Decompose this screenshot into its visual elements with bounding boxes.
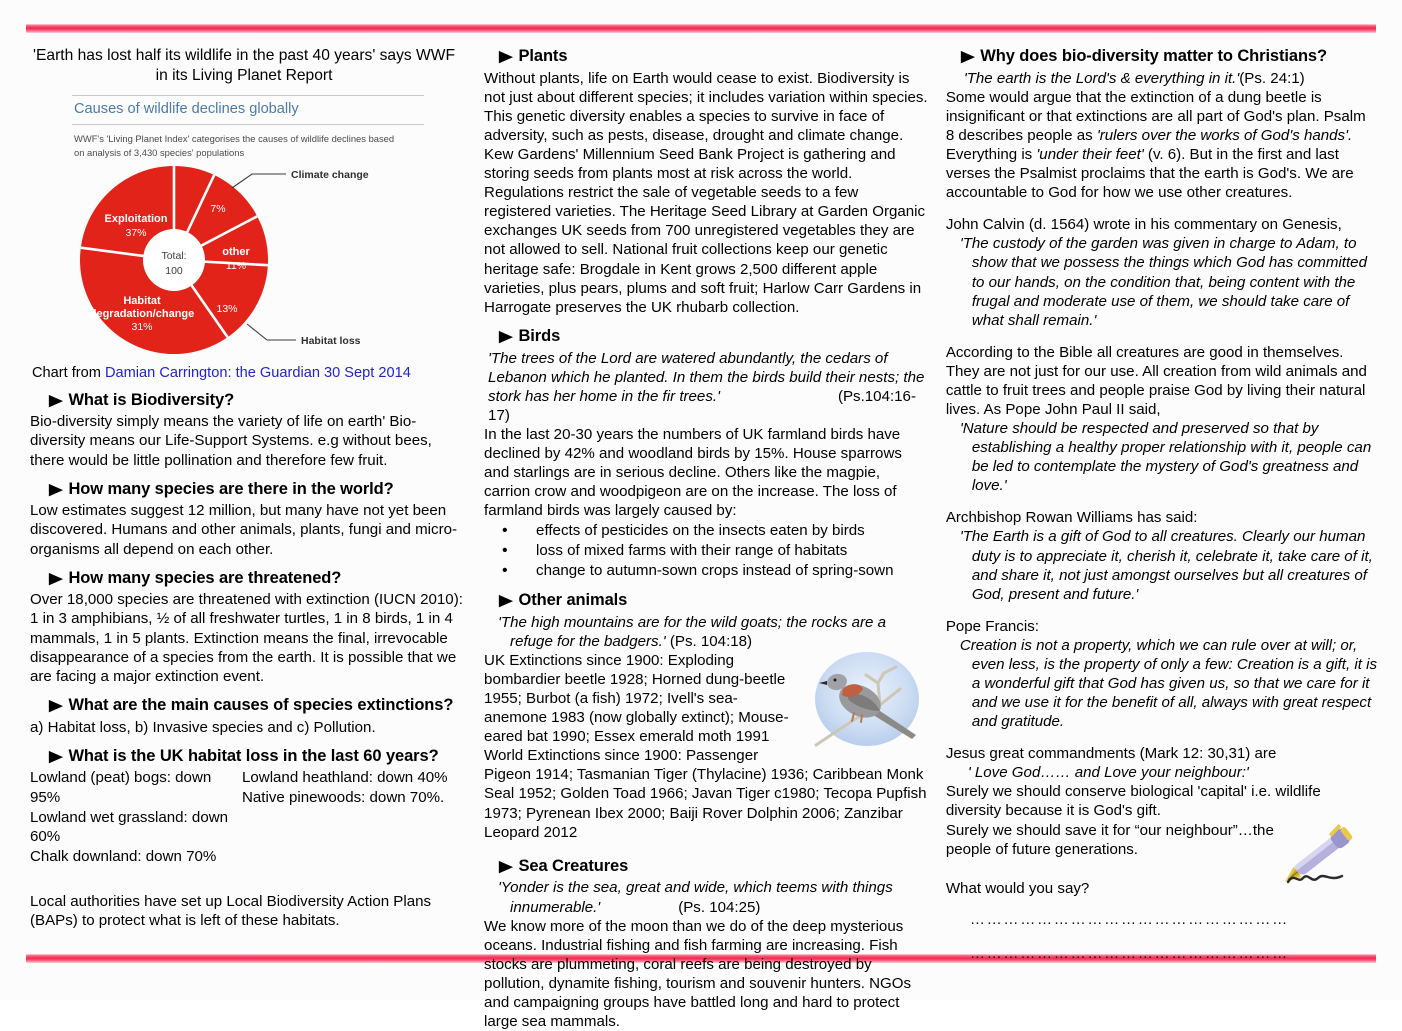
heading-label: What is the UK habitat loss in the last 60 years? [68, 746, 439, 765]
triangle-bullet-icon: ▶ [49, 747, 63, 765]
heading-why-bio-diversity-christians [946, 46, 1378, 67]
donut-label-exploitation: Exploitation [104, 212, 168, 225]
report-title: 'Earth has lost half its wildlife in the past 40 years' says WWF in its Living Planet Report [33, 47, 455, 84]
intro-part-2: Everything is [945, 146, 1037, 164]
heading-other-animals [484, 590, 928, 611]
stat-item: Lowland wet grassland: down 60% [30, 808, 229, 846]
text-uk-extinctions: UK Extinctions since 1900: Exploding bombardier beetle 1928; Horned dung-beetle 1955; Burbot (a fish) 1972; Ivell's sea-anemone 1983 (now globally extinct); Mouse-eared bat 1990; Essex emerald moth 1991 [484, 651, 789, 746]
chart-credit-link[interactable]: Damian Carrington: the Guardian 30 Sept 2014 [104, 364, 411, 381]
quote-psalm-24 [946, 69, 1378, 88]
intro-part-3: (v. 6). But in the first and last verses the Psalmist proclaims that the earth is God's. We are accountable to God for how we use other creatures. [945, 146, 1354, 202]
stat-item: Chalk downland: down 70% [30, 847, 217, 865]
triangle-bullet-icon: ▶ [49, 696, 63, 714]
quote-text: 'Yonder is the sea, great and wide, which teems with things innumerable.' [498, 879, 893, 916]
triangle-bullet-icon: ▶ [49, 391, 63, 409]
triangle-bullet-icon: ▶ [499, 857, 513, 875]
donut-total-label: Total: [161, 249, 187, 262]
text-sea-creatures: We know more of the moon than we do of the deep mysterious oceans. Industrial fishing and fish farming are increasing. Fish stocks are plummeting, coral reefs are being destroyed by pollution, dynamite fishing, tourism and souvenir hunters. NGOs and campaigning groups have battled long and hard to protect large sea mammals. [484, 917, 912, 1030]
text-pope-francis-intro: Pope Francis: [945, 617, 1039, 635]
birds-causes-list [484, 521, 928, 581]
list-item: • effects of pesticides on the insects eaten by birds [502, 521, 928, 541]
heading-label: What is Biodiversity? [68, 390, 235, 409]
quote-text: 'The earth is the Lord's & everything in it.' [963, 69, 1240, 87]
text-closing-2: Surely we should save it for “our neighbour”…the people of future generations. [945, 821, 1274, 858]
quote-text: 'The trees of the Lord are watered abundantly, the cedars of Lebanon which he planted. In them the birds build their nests; the stork has her home in the fir trees.' [488, 349, 925, 405]
donut-value-exploitation: 37% [125, 226, 147, 239]
heading-label: How many species are threatened? [68, 568, 342, 587]
heading-label: Sea Creatures [518, 856, 629, 875]
quote-reference: (Ps. 104:18) [669, 632, 753, 650]
donut-label-habitat-deg-2: degradation/change [89, 307, 195, 320]
column-left [24, 46, 478, 950]
heading-main-causes [30, 695, 466, 716]
donut-total-value: 100 [165, 264, 183, 277]
text-how-many-threatened: Over 18,000 species are threatened with extinction (IUCN 2010): 1 in 3 amphibians, ½ of all freshwater turtles, 1 in 8 birds, 1 in 4 mammals, 1 in 5 plants. Extinction means the final, irrevocable disappearance of a species from the earth. It is possible that we are facing a major extinction event. [30, 591, 463, 685]
quote-john-calvin: 'The custody of the garden was given in charge to Adam, to show that we possess the things which God has committed to our hands, on the condition that, being content with the frugal and moderate use of them, we should take care of what shall remain.' [959, 235, 1367, 329]
chart-subtitle: WWF's 'Living Planet Index' categorises the causes of wildlife declines based on analysis of 3,430 species' populations [74, 133, 395, 159]
leader-line-habitat-loss [247, 324, 296, 340]
wwf-chart-figure [72, 95, 424, 360]
heading-how-many-species-world [30, 479, 466, 500]
text-what-is-biodiversity: Bio-diversity simply means the variety of life on earth' Bio-diversity means our Life-Support Systems. e.g without bees, there would be little pollination and therefore few fruit. [30, 413, 432, 469]
heading-plants [484, 46, 928, 67]
heading-label: Why does bio-diversity matter to Christians? [980, 47, 1327, 65]
intro-part-1: Some would argue that the extinction of a dung beetle is insignificant or that extinctions are all part of God's plan. Psalm 8 describes people as [945, 88, 1366, 144]
heading-birds [484, 326, 928, 347]
intro-italic-2: 'under their feet' [1036, 146, 1144, 164]
text-christians-intro [946, 88, 1378, 202]
list-item: • change to autumn-sown crops instead of spring-sown [502, 561, 928, 581]
quote-sea-creatures [484, 878, 928, 916]
quote-birds [484, 349, 928, 425]
donut-value-habitat-deg: 31% [131, 320, 153, 333]
text-birds: In the last 20-30 years the numbers of UK farmland birds have declined by 42% and woodland birds by 15%. House sparrows and starlings are in serious decline. Others like the magpie, carrion crow and woodpigeon are on the increase. The loss of farmland birds was largely caused by: [484, 425, 902, 520]
habitat-stats-column-2 [242, 768, 462, 866]
heading-label: Other animals [518, 590, 628, 609]
chart-credit-prefix: Chart from [32, 364, 105, 381]
quote-reference: (Ps. 104:25) [678, 898, 761, 916]
heading-uk-habitat-loss [30, 746, 466, 767]
fountain-pen-icon [1268, 812, 1372, 898]
donut-callout-habitat-loss: Habitat loss [301, 334, 361, 347]
donut-value-climate: 7% [210, 202, 226, 215]
heading-label: What are the main causes of species extinctions? [68, 695, 454, 714]
triangle-bullet-icon: ▶ [49, 480, 63, 498]
quote-text: 'The high mountains are for the wild goats; the rocks are a refuge for the badgers.' [498, 613, 887, 650]
quote-pope-francis: Creation is not a property, which we can rule over at will; or, even less, is the property of only a few: Creation is a gift, it is a wonderful gift that God has given us, so that we care for it and we use it for the benefit of all, always with great respect and gratitude. [959, 636, 1378, 731]
heading-sea-creatures [484, 856, 928, 877]
text-world-extinctions: World Extinctions since 1900: Passenger Pigeon 1914; Tasmanian Tiger (Thylacine) 1936; Caribbean Monk Seal 1952; Golden Toad 1966; Javan Tiger c1980; Tecopa Pupfish 1973; Pyrenean Ibex 2000; Baiji Rover Dolphin 2006; Zanzibar Leopard 2012 [484, 747, 927, 841]
donut-label-other: other [222, 245, 250, 258]
heading-label: Plants [518, 47, 568, 65]
triangle-bullet-icon: ▶ [499, 48, 513, 65]
habitat-loss-stats [30, 768, 466, 866]
text-calvin-intro: John Calvin (d. 1564) wrote in his commentary on Genesis, [945, 216, 1342, 234]
quote-reference: (Ps. 24:1) [1239, 69, 1305, 87]
quote-reference: (Ps.104:16-17) [488, 387, 916, 424]
donut-value-habitat-loss: 13% [216, 302, 238, 315]
column-right [938, 46, 1384, 962]
intro-italic-1: 'rulers over the works of God's hands'. [1096, 126, 1353, 144]
chart-title: Causes of wildlife declines globally [74, 100, 299, 117]
triangle-bullet-icon: ▶ [499, 327, 513, 345]
passenger-pigeon-icon [808, 649, 926, 751]
donut-value-other: 11% [225, 259, 247, 272]
heading-label: How many species are there in the world? [68, 479, 394, 498]
text-closing-1: Surely we should conserve biological 'capital' i.e. wildlife diversity because it is God's gift. [945, 783, 1321, 820]
habitat-stats-column-1 [30, 768, 242, 866]
answer-line-1[interactable]: ………………………………………………… [969, 910, 1289, 928]
triangle-bullet-icon: ▶ [49, 569, 63, 587]
decorative-rule-top [26, 24, 1376, 33]
heading-label: Birds [518, 326, 561, 345]
column-middle [478, 46, 938, 1030]
text-jesus-commandments-intro: Jesus great commandments (Mark 12: 30,31) are [945, 745, 1277, 763]
triangle-bullet-icon: ▶ [960, 48, 975, 65]
donut-chart [72, 164, 424, 360]
text-bible-creatures: According to the Bible all creatures are good in themselves. They are not just for our use. All creation from wild animals and cattle to fruit trees and people praise God by living their natural lives. As Pope John Paul II said, [945, 343, 1367, 418]
quote-rowan-williams: 'The Earth is a gift of God to all creatures. Clearly our human duty is to appreciate it, cherish it, celebrate it, take care of it, and share it, not just amongst ourselves but all creatures of God, present and future.' [959, 528, 1373, 603]
quote-john-paul-ii: 'Nature should be respected and preserved so that by establishing a healthy proper relationship with it, people can be led to contemplate the mystery of God's greatness and love.' [959, 420, 1372, 495]
text-local-authorities: Local authorities have set up Local Biodiversity Action Plans (BAPs) to protect what is left of these habitats. [30, 893, 432, 930]
stat-item: Lowland heathland: down 40% [242, 769, 448, 787]
stat-item: Lowland (peat) bogs: down 95% [30, 769, 212, 806]
text-plants: Without plants, life on Earth would cease to exist. Biodiversity is not just about different species; it includes variation within species. This genetic diversity enables a species to survive in face of adversity, such as pests, disease, drought and climate change. Kew Gardens' Millennium Seed Bank Project is gathering and storing seeds from plants most at risk across the world. Regulations restrict the sale of vegetable seeds to a few registered varieties. The Heritage Seed Library at Garden Organic exchanges UK seeds from 700 unregistered vegetables they are not allowed to sell. National fruit collections keep our genetic heritage safe: Brogdale in Kent grows 2,500 different apple varieties, plus pears, plums and soft fruit; Harlow Carr Gardens in Harrogate preserves the UK rhubarb collection. [484, 69, 928, 316]
text-rowan-williams-intro: Archbishop Rowan Williams has said: [945, 509, 1198, 527]
text-how-many-species-world: Low estimates suggest 12 million, but many have not yet been discovered. Humans and other animals, plants, fungi and micro-organisms all depend on each other. [30, 502, 458, 558]
heading-how-many-threatened [30, 568, 466, 589]
answer-line-2[interactable]: ………………………………………………… [969, 944, 1289, 962]
donut-label-habitat-deg-1: Habitat [123, 294, 161, 307]
list-item: • loss of mixed farms with their range of habitats [502, 541, 928, 561]
chart-credit [32, 365, 466, 381]
stat-item: Native pinewoods: down 70%. [242, 788, 445, 806]
triangle-bullet-icon: ▶ [499, 591, 513, 609]
leader-line-climate [232, 174, 286, 188]
heading-what-is-biodiversity [30, 390, 466, 411]
text-main-causes: a) Habitat loss, b) Invasive species and c) Pollution. [30, 718, 376, 736]
three-column-layout [24, 46, 1384, 1030]
quote-jesus-commandments: ' Love God…… and Love your neighbour:' [967, 764, 1249, 782]
text-what-would-you-say: What would you say? [945, 879, 1090, 897]
quote-other-animals [484, 613, 928, 651]
donut-callout-climate-change: Climate change [291, 168, 369, 181]
donut-chart-svg [68, 164, 428, 360]
